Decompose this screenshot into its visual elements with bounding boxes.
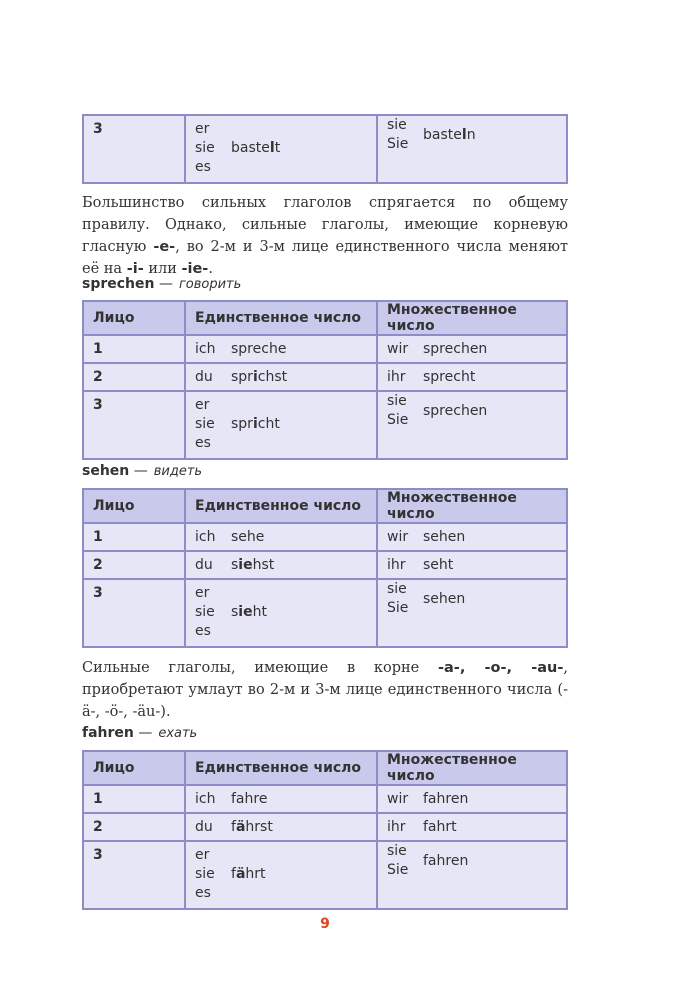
pronouns	[195, 120, 231, 177]
pronoun: ich	[195, 529, 216, 545]
person-cell: 1	[83, 785, 185, 813]
person-cell: 2	[83, 551, 185, 579]
verb-part: sehen	[423, 529, 466, 545]
pronoun: es	[195, 623, 211, 639]
pronouns	[195, 552, 231, 578]
verb-changed-part: l	[269, 140, 275, 156]
verb-form	[423, 852, 468, 871]
verb-form	[423, 552, 453, 578]
singular-cell	[185, 335, 377, 363]
table-row	[83, 785, 567, 813]
verb-part: cht	[257, 416, 280, 432]
verb-part: s	[231, 604, 239, 620]
table-sehen	[82, 488, 568, 648]
verb-form	[231, 786, 267, 812]
verb-part: n	[466, 126, 476, 143]
table-row	[83, 335, 567, 363]
dash: —	[158, 276, 173, 292]
table-basteln-continued	[82, 114, 568, 184]
column-header: Лицо	[83, 489, 185, 523]
pronoun: sie	[195, 604, 215, 620]
table-sprechen	[82, 300, 568, 460]
verb-part: ht	[252, 604, 267, 620]
verb-form	[231, 364, 287, 390]
dash: —	[138, 725, 153, 741]
text: Большинство сильных глаголов спрягается по общему правилу. Однако, сильные глаголы, имеющие корневую гласную	[82, 195, 568, 255]
verb-form	[231, 415, 280, 434]
pronouns	[387, 364, 423, 390]
singular-cell	[185, 785, 377, 813]
verb-form	[231, 524, 264, 550]
singular-cell	[185, 363, 377, 391]
verb-part: spreche	[231, 341, 287, 357]
pronoun: es	[195, 885, 211, 901]
pronoun: sie	[387, 393, 407, 409]
text: Сильные глаголы, имеющие в корне	[82, 660, 438, 676]
pronoun: ihr	[387, 819, 406, 835]
pronouns	[195, 846, 231, 903]
highlighted-vowel: -i-	[126, 261, 144, 277]
verb-infinitive: sprechen	[82, 276, 155, 292]
verb-form	[423, 590, 465, 609]
translation: ехать	[158, 726, 198, 741]
highlighted-vowel: -e-	[153, 239, 176, 255]
text: , приобретают умлаут во 2-м и 3-м лице единственного числа (-ä-, -ö-, -äu-).	[82, 660, 569, 720]
plural-cell	[377, 523, 567, 551]
pronouns	[195, 786, 231, 812]
pronouns	[195, 524, 231, 550]
pronoun: sie	[387, 117, 407, 133]
pronoun: sie	[195, 140, 215, 156]
verb-part: hrt	[245, 866, 266, 882]
person-cell: 2	[83, 813, 185, 841]
column-header: Лицо	[83, 301, 185, 335]
plural-cell	[377, 363, 567, 391]
verb-form	[423, 364, 475, 390]
pronoun: er	[195, 585, 210, 601]
pronoun: ihr	[387, 557, 406, 573]
verb-part: fahrt	[423, 819, 457, 835]
column-header: Единственное число	[185, 301, 377, 335]
verb-part: spr	[231, 416, 253, 432]
table-row	[83, 115, 567, 183]
column-header: Множественное число	[377, 301, 567, 335]
heading-sehen	[82, 463, 202, 479]
verb-form	[231, 865, 266, 884]
pronouns	[195, 396, 231, 453]
pronoun: sie	[195, 866, 215, 882]
person-cell: 3	[83, 841, 185, 909]
singular-cell	[185, 523, 377, 551]
verb-part: hst	[252, 557, 275, 573]
pronoun: es	[195, 435, 211, 451]
plural-cell	[377, 841, 567, 909]
pronoun: es	[195, 159, 211, 175]
verb-part: t	[274, 140, 281, 156]
singular-cell	[185, 551, 377, 579]
verb-changed-part: l	[461, 126, 467, 143]
pronoun: sie	[195, 416, 215, 432]
pronouns	[195, 364, 231, 390]
pronoun: wir	[387, 341, 409, 357]
highlighted-vowel: -ie-	[181, 261, 209, 277]
verb-part: baste	[231, 140, 270, 156]
verb-part: fahre	[231, 791, 268, 807]
column-header: Множественное число	[377, 751, 567, 785]
pronoun: er	[195, 847, 210, 863]
header-row	[83, 489, 567, 523]
column-header: Единственное число	[185, 751, 377, 785]
verb-part: f	[231, 819, 236, 835]
singular-cell	[185, 115, 377, 183]
singular-cell	[185, 391, 377, 459]
verb-changed-part: i	[252, 416, 258, 432]
pronoun: Sie	[387, 412, 409, 428]
singular-cell	[185, 841, 377, 909]
verb-infinitive: fahren	[82, 725, 134, 741]
table-row	[83, 841, 567, 909]
pronouns	[387, 524, 423, 550]
text: .	[208, 261, 213, 277]
plural-cell	[377, 335, 567, 363]
verb-part: sehen	[423, 590, 466, 607]
verb-part: fahren	[423, 791, 469, 807]
pronouns	[195, 814, 231, 840]
pronoun: er	[195, 397, 210, 413]
verb-form	[231, 552, 274, 578]
table-row	[83, 813, 567, 841]
pronouns	[387, 392, 423, 430]
pronoun: ihr	[387, 369, 406, 385]
pronouns	[387, 552, 423, 578]
verb-part: sprechen	[423, 402, 488, 419]
highlighted-vowel: -a-, -o-, -au-	[438, 660, 564, 676]
plural-cell	[377, 391, 567, 459]
pronoun: du	[195, 819, 213, 835]
column-header: Лицо	[83, 751, 185, 785]
pronouns	[387, 842, 423, 880]
pronoun: er	[195, 121, 210, 137]
heading-sprechen	[82, 276, 241, 292]
pronoun: ich	[195, 791, 216, 807]
person-cell: 2	[83, 363, 185, 391]
verb-part: baste	[423, 126, 462, 143]
pronouns	[195, 584, 231, 641]
verb-form	[231, 336, 286, 362]
pronoun: du	[195, 557, 213, 573]
text: или	[143, 261, 182, 277]
verb-part: f	[231, 866, 236, 882]
plural-cell	[377, 785, 567, 813]
pronouns	[195, 336, 231, 362]
header-row	[83, 751, 567, 785]
plural-cell	[377, 115, 567, 183]
singular-cell	[185, 579, 377, 647]
person-cell: 1	[83, 523, 185, 551]
pronoun: sie	[387, 581, 407, 597]
header-row	[83, 301, 567, 335]
dash: —	[133, 463, 148, 479]
pronouns	[387, 580, 423, 618]
verb-form	[423, 786, 468, 812]
person-cell: 3	[83, 115, 185, 183]
table-fahren	[82, 750, 568, 910]
verb-part: spr	[231, 369, 253, 385]
table-row	[83, 579, 567, 647]
verb-form	[231, 139, 280, 158]
pronoun: Sie	[387, 600, 409, 616]
table-row	[83, 551, 567, 579]
pronoun: sie	[387, 843, 407, 859]
text: , во 2-м и 3-м лице единственного числа меняют её на	[82, 239, 568, 277]
pronoun: wir	[387, 529, 409, 545]
pronoun: du	[195, 369, 213, 385]
verb-part: sprecht	[423, 369, 476, 385]
pronouns	[387, 116, 423, 154]
verb-form	[423, 336, 487, 362]
verb-form	[423, 402, 487, 421]
table-row	[83, 391, 567, 459]
person-cell: 3	[83, 579, 185, 647]
verb-part: seht	[423, 557, 454, 573]
verb-form	[423, 126, 476, 145]
pronoun: Sie	[387, 136, 409, 152]
verb-infinitive: sehen	[82, 463, 130, 479]
verb-changed-part: ä	[235, 819, 246, 835]
paragraph-strong-verbs-e	[82, 192, 568, 280]
verb-form	[231, 814, 273, 840]
verb-changed-part: i	[252, 369, 258, 385]
pronoun: Sie	[387, 862, 409, 878]
pronoun: ich	[195, 341, 216, 357]
verb-changed-part: ie	[238, 604, 253, 620]
verb-part: s	[231, 557, 239, 573]
page-number: 9	[320, 916, 330, 932]
column-header: Множественное число	[377, 489, 567, 523]
verb-changed-part: ä	[235, 866, 246, 882]
verb-changed-part: ie	[238, 557, 253, 573]
plural-cell	[377, 551, 567, 579]
plural-cell	[377, 579, 567, 647]
pronouns	[387, 336, 423, 362]
verb-part: chst	[257, 369, 288, 385]
table-row	[83, 363, 567, 391]
table-row	[83, 523, 567, 551]
pronouns	[387, 786, 423, 812]
singular-cell	[185, 813, 377, 841]
verb-form	[423, 524, 465, 550]
column-header: Единственное число	[185, 489, 377, 523]
person-cell: 3	[83, 391, 185, 459]
plural-cell	[377, 813, 567, 841]
verb-form	[231, 603, 267, 622]
verb-part: sehe	[231, 529, 265, 545]
paragraph-umlaut	[82, 657, 568, 723]
translation: говорить	[178, 277, 242, 292]
verb-form	[423, 814, 457, 840]
verb-part: hrst	[245, 819, 273, 835]
verb-part: fahren	[423, 852, 469, 869]
verb-part: sprechen	[423, 341, 488, 357]
pronoun: wir	[387, 791, 409, 807]
heading-fahren	[82, 725, 197, 741]
pronouns	[387, 814, 423, 840]
translation: видеть	[153, 464, 203, 479]
person-cell: 1	[83, 335, 185, 363]
